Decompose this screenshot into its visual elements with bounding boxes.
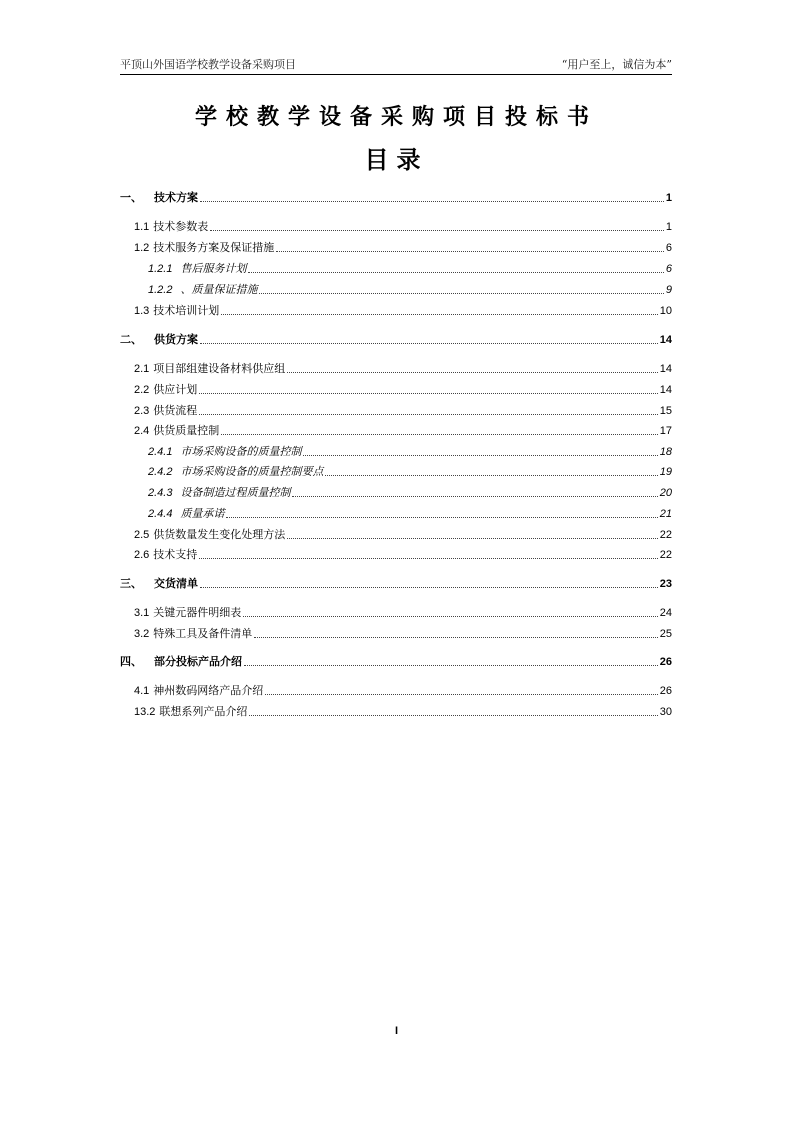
toc-dot-leader bbox=[276, 250, 664, 252]
toc-entry[interactable] bbox=[120, 190, 672, 206]
toc-dot-leader bbox=[199, 413, 657, 415]
toc-entry-number: 1.1 bbox=[134, 221, 150, 233]
toc-entry[interactable] bbox=[120, 332, 672, 348]
toc-entry-page: 21 bbox=[659, 508, 672, 520]
toc-dot-leader bbox=[303, 454, 657, 456]
toc-dot-leader bbox=[221, 433, 657, 435]
toc-dot-leader bbox=[221, 313, 657, 315]
toc-entry-label: 供货数量发生变化处理方法 bbox=[153, 528, 286, 541]
toc-dot-leader bbox=[200, 586, 658, 588]
toc-entry-page: 14 bbox=[659, 334, 672, 346]
toc-entry-page: 6 bbox=[665, 263, 672, 275]
toc-entry-page: 14 bbox=[659, 363, 672, 375]
toc-entry-number: 2.4.3 bbox=[148, 487, 173, 499]
toc-entry-label: 技术服务方案及保证措施 bbox=[153, 241, 275, 254]
toc-dot-leader bbox=[325, 474, 657, 476]
toc-entry[interactable] bbox=[148, 485, 672, 501]
toc-entry[interactable] bbox=[148, 261, 672, 277]
toc-entry-number: 3.1 bbox=[134, 607, 150, 619]
toc-entry-number: 二、 bbox=[120, 333, 142, 346]
toc-entry-number: 2.3 bbox=[134, 405, 150, 417]
toc-entry-number: 2.6 bbox=[134, 549, 150, 561]
toc-entry-label: 部分投标产品介绍 bbox=[154, 655, 242, 668]
toc-entry[interactable] bbox=[134, 382, 672, 398]
toc-entry[interactable] bbox=[134, 704, 672, 720]
toc-entry-page: 26 bbox=[659, 685, 672, 697]
toc-entry-number: 2.2 bbox=[134, 384, 150, 396]
toc-dot-leader bbox=[287, 537, 657, 539]
toc-entry-label: 市场采购设备的质量控制 bbox=[180, 445, 302, 458]
toc-entry-number: 一、 bbox=[120, 191, 142, 204]
toc-entry-number: 1.2.2 bbox=[148, 284, 173, 296]
toc-entry-number: 2.1 bbox=[134, 363, 150, 375]
toc-dot-leader bbox=[249, 714, 657, 716]
toc-entry-number: 4.1 bbox=[134, 685, 150, 697]
toc-entry[interactable] bbox=[148, 282, 672, 298]
toc-entry-number: 1.3 bbox=[134, 305, 150, 317]
header-motto: “用户至上，诚信为本” bbox=[561, 58, 672, 71]
toc-entry-number: 四、 bbox=[120, 655, 142, 668]
toc-entry-number: 1.2.1 bbox=[148, 263, 173, 275]
toc-entry-number: 13.2 bbox=[134, 706, 156, 718]
toc-entry-label: 售后服务计划 bbox=[180, 262, 247, 275]
toc-entry[interactable] bbox=[134, 683, 672, 699]
toc-entry-label: 技术参数表 bbox=[153, 220, 209, 233]
toc-dot-leader bbox=[265, 693, 657, 695]
toc-entry-page: 24 bbox=[659, 607, 672, 619]
toc-dot-leader bbox=[292, 495, 657, 497]
toc-entry-label: 项目部组建设备材料供应组 bbox=[153, 362, 286, 375]
toc-entry-label: 供应计划 bbox=[153, 383, 198, 396]
toc-dot-leader bbox=[199, 392, 657, 394]
toc-entry-label: 特殊工具及备件清单 bbox=[153, 627, 253, 640]
toc-entry[interactable] bbox=[148, 444, 672, 460]
toc-entry[interactable] bbox=[134, 403, 672, 419]
toc-entry-label: 供货流程 bbox=[153, 404, 198, 417]
toc-entry-label: 技术培训计划 bbox=[153, 304, 220, 317]
toc-entry-number: 1.2 bbox=[134, 242, 150, 254]
toc-entry-page: 22 bbox=[659, 549, 672, 561]
toc-entry[interactable] bbox=[148, 464, 672, 480]
toc-entry-page: 6 bbox=[665, 242, 672, 254]
toc-entry[interactable] bbox=[134, 423, 672, 439]
toc-dot-leader bbox=[259, 292, 663, 294]
toc-dot-leader bbox=[226, 516, 657, 518]
toc-entry-label: 神州数码网络产品介绍 bbox=[153, 684, 264, 697]
toc-entry[interactable] bbox=[120, 654, 672, 670]
toc-entry-label: 联想系列产品介绍 bbox=[159, 705, 248, 718]
toc-dot-leader bbox=[199, 557, 657, 559]
toc-entry[interactable] bbox=[134, 626, 672, 642]
toc-entry-label: 供货质量控制 bbox=[153, 424, 220, 437]
page-header bbox=[120, 56, 672, 75]
toc-entry-number: 2.4 bbox=[134, 425, 150, 437]
toc-entry-number: 三、 bbox=[120, 577, 142, 590]
toc-entry-page: 22 bbox=[659, 529, 672, 541]
toc-entry[interactable] bbox=[134, 605, 672, 621]
toc-entry-label: 质量承诺 bbox=[180, 507, 225, 520]
toc-entry-number: 2.4.1 bbox=[148, 446, 173, 458]
toc-entry-page: 26 bbox=[659, 656, 672, 668]
toc-entry-page: 18 bbox=[659, 446, 672, 458]
document-title: 学校教学设备采购项目投标书 bbox=[194, 105, 598, 130]
toc-dot-leader bbox=[200, 200, 664, 202]
header-project-name: 平顶山外国语学校教学设备采购项目 bbox=[120, 58, 296, 71]
toc-entry-page: 9 bbox=[665, 284, 672, 296]
toc-dot-leader bbox=[200, 342, 658, 344]
toc-entry[interactable] bbox=[134, 361, 672, 377]
toc-title: 目录 bbox=[364, 146, 429, 174]
toc-entry[interactable] bbox=[134, 547, 672, 563]
toc-entry-label: 供货方案 bbox=[154, 333, 198, 346]
toc-entry[interactable] bbox=[148, 506, 672, 522]
toc-entry-page: 10 bbox=[659, 305, 672, 317]
toc-dot-leader bbox=[210, 229, 664, 231]
toc-entry[interactable] bbox=[134, 303, 672, 319]
toc-entry-page: 1 bbox=[665, 221, 672, 233]
toc-entry-label: 交货清单 bbox=[154, 577, 198, 590]
toc-dot-leader bbox=[244, 664, 658, 666]
toc-entry-label: 设备制造过程质量控制 bbox=[180, 486, 291, 499]
toc-entry-page: 30 bbox=[659, 706, 672, 718]
toc-entry-label: 技术支持 bbox=[153, 548, 198, 561]
toc-dot-leader bbox=[287, 371, 657, 373]
toc-entry-page: 1 bbox=[665, 192, 672, 204]
toc-entry-page: 17 bbox=[659, 425, 672, 437]
toc-entry-label: 、质量保证措施 bbox=[180, 283, 258, 296]
toc-entry-number: 2.4.2 bbox=[148, 466, 173, 478]
toc-dot-leader bbox=[243, 615, 657, 617]
toc-entry-page: 23 bbox=[659, 578, 672, 590]
toc-entry[interactable] bbox=[120, 576, 672, 592]
toc-entry-label: 市场采购设备的质量控制要点 bbox=[180, 465, 324, 478]
toc-entry[interactable] bbox=[134, 219, 672, 235]
toc-dot-leader bbox=[248, 271, 663, 273]
page-number: I bbox=[394, 1025, 399, 1037]
toc-entry-page: 20 bbox=[659, 487, 672, 499]
toc-entry-number: 3.2 bbox=[134, 628, 150, 640]
toc-entry-page: 15 bbox=[659, 405, 672, 417]
toc-entry-label: 技术方案 bbox=[154, 191, 198, 204]
toc-entry-label: 关键元器件明细表 bbox=[153, 606, 242, 619]
toc-entry-page: 25 bbox=[659, 628, 672, 640]
toc-entry[interactable] bbox=[134, 240, 672, 256]
toc-entry-number: 2.5 bbox=[134, 529, 150, 541]
toc-entry[interactable] bbox=[134, 527, 672, 543]
toc-entry-page: 19 bbox=[659, 466, 672, 478]
toc-entry-page: 14 bbox=[659, 384, 672, 396]
toc-entry-number: 2.4.4 bbox=[148, 508, 173, 520]
toc-dot-leader bbox=[254, 636, 657, 638]
